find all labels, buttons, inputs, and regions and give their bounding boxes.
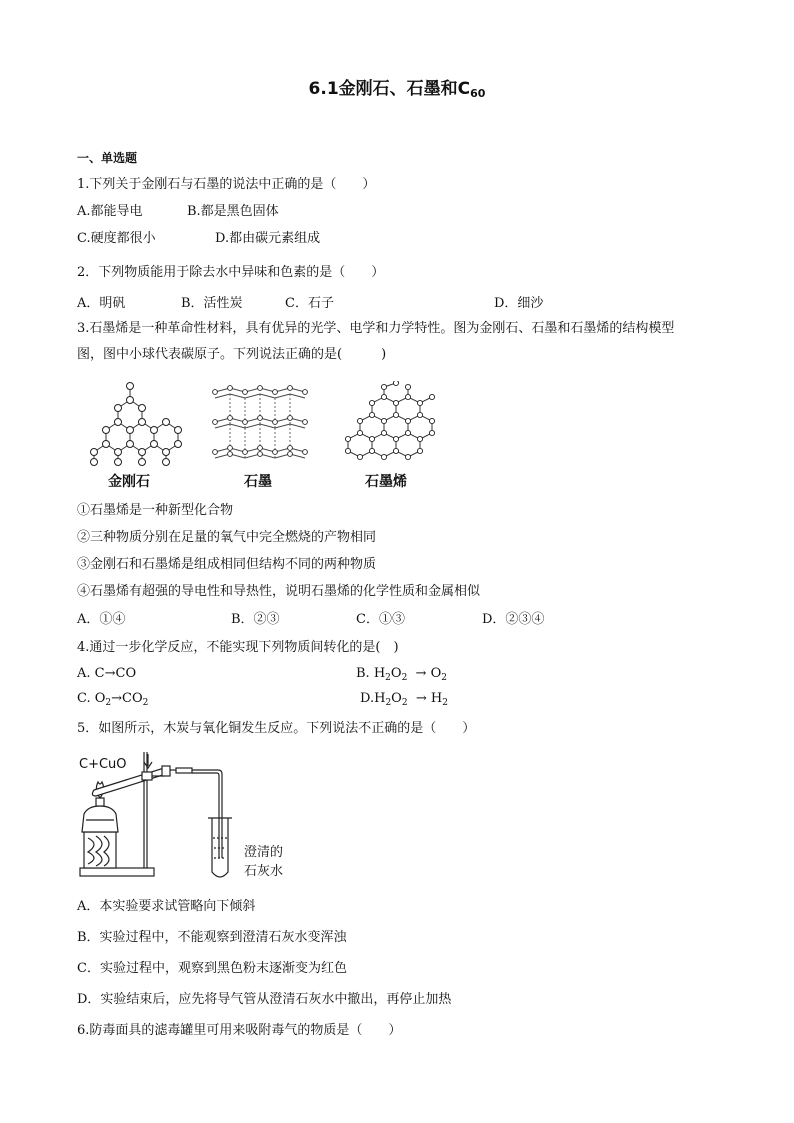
q1-option-b: B.都是黑色固体 xyxy=(187,204,279,219)
q3-option-d: D．②③④ xyxy=(482,612,545,627)
title-subscript: 60 xyxy=(470,87,486,100)
graphite-structure-figure xyxy=(210,384,310,464)
limewater-label-line1: 澄清的 xyxy=(244,845,284,860)
q5-option-c: C．实验过程中，观察到黑色粉末逐渐变为红色 xyxy=(77,961,347,976)
q3-stem-line1: 3.石墨烯是一种革命性材料，具有优异的光学、电学和力学特性。图为金刚石、石墨和石墨烯的结构模型 xyxy=(77,321,675,336)
q3-statement-1: ①石墨烯是一种新型化合物 xyxy=(77,503,234,518)
diamond-label: 金刚石 xyxy=(108,474,150,490)
page-title xyxy=(0,74,794,100)
q5-option-d: D．实验结束后，应先将导气管从澄清石灰水中撤出，再停止加热 xyxy=(77,992,452,1007)
q4-stem: 4.通过一步化学反应，不能实现下列物质间转化的是( ) xyxy=(77,640,399,655)
q2-option-d: D．细沙 xyxy=(494,296,544,311)
limewater-label-line2: 石灰水 xyxy=(244,864,284,879)
q3-statement-2: ②三种物质分别在足量的氧气中完全燃烧的产物相同 xyxy=(77,530,377,545)
q5-stem: 5．如图所示，木炭与氧化铜发生反应。下列说法不正确的是（ ） xyxy=(77,721,476,736)
graphite-label: 石墨 xyxy=(244,474,272,490)
title-text: 6.1金刚石、石墨和C xyxy=(308,79,471,99)
q2-stem: 2．下列物质能用于除去水中异味和色素的是（ ） xyxy=(77,265,385,280)
section-heading: 一、单选题 xyxy=(77,151,138,165)
q2-option-a: A．明矾 xyxy=(77,296,126,311)
q4-option-c: C. $O_2\to CO_2$ xyxy=(77,691,149,708)
q6-stem: 6.防毒面具的滤毒罐里可用来吸附毒气的物质是（ ） xyxy=(77,1023,402,1038)
q1-stem: 1.下列关于金刚石与石墨的说法中正确的是（ ） xyxy=(77,177,376,192)
q3-statement-3: ③金刚石和石墨烯是组成相同但结构不同的两种物质 xyxy=(77,557,377,572)
q2-option-c: C．石子 xyxy=(285,296,334,311)
q3-statement-4: ④石墨烯有超强的导电性和导热性，说明石墨烯的化学性质和金属相似 xyxy=(77,584,481,599)
q5-option-a: A．本实验要求试管略向下倾斜 xyxy=(77,899,256,914)
q3-option-a: A．①④ xyxy=(77,612,126,627)
q2-option-b: B．活性炭 xyxy=(181,296,243,311)
q3-stem-line2: 图，图中小球代表碳原子。下列说法正确的是( ) xyxy=(77,347,387,362)
q1-option-a: A.都能导电 xyxy=(77,204,143,219)
graphene-label: 石墨烯 xyxy=(365,474,407,490)
q4-option-d: $D.H_2O_2 \to H_2$ xyxy=(360,691,448,708)
q3-option-c: C．①③ xyxy=(356,612,405,627)
diamond-structure-figure xyxy=(82,378,192,466)
q4-option-a: A. C→CO xyxy=(77,666,137,681)
q3-option-b: B．②③ xyxy=(231,612,280,627)
q1-option-c: C.硬度都很小 xyxy=(77,231,156,246)
q1-option-d: D.都由碳元素组成 xyxy=(215,231,321,246)
q4-option-b: B. $H_2O_2 \to O_2$ xyxy=(356,666,447,683)
q5-option-b: B．实验过程中，不能观察到澄清石灰水变浑浊 xyxy=(77,930,347,945)
reactant-label: C+CuO xyxy=(79,757,127,772)
graphene-structure-figure xyxy=(338,381,438,465)
